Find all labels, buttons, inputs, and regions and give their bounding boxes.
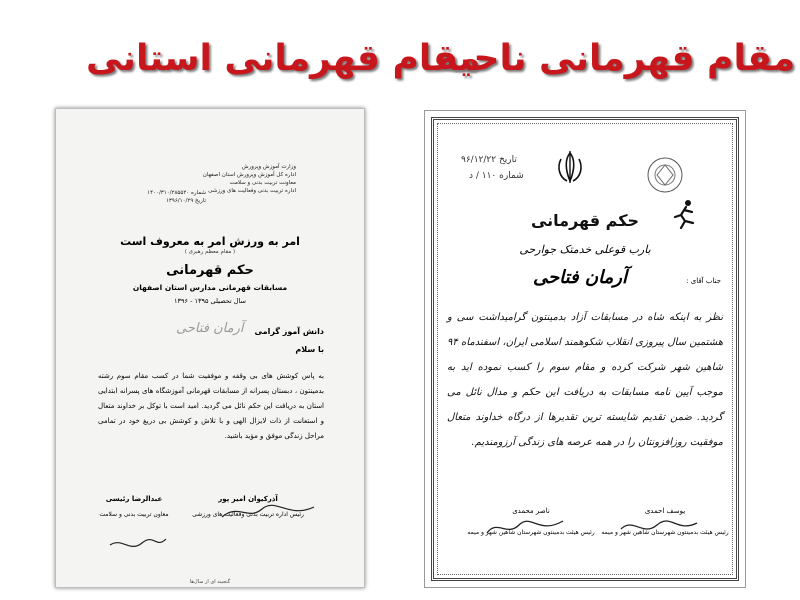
certificate-number: شماره ۱۱۰ / د [469,171,524,181]
heading-district: مقام قهرمانی ناحیه [437,38,796,79]
federation-logo-icon [643,155,687,195]
certificate-motto: امر به ورزش امر به معروف است [120,235,300,248]
certificate-title: حکم قهرمانی [530,211,640,230]
signer-post: رئیس اداره تربیت بدنی وفعالیت های ورزشی [192,511,304,518]
signer-post: معاون تربیت بدنی و سلامت [99,511,169,518]
signature-block-left [74,495,194,518]
certificate-body: به پاس کوشش های بی وقفه و موفقیت شما در کسب مقام سوم رشته بدمینتون ، دبستان پسرانه از مسابقات قهرمانی آموزشگاه های پسرانه ابتدایی استان به دریافت این حکم نائل می گردید. امید است با توکل بر خداوند متعال و استعانت از ذات لایزال الهی و با تلاش و کوشش بی دریغ خود در تمامی مراحل زندگی موفق و مؤید باشید. [98,372,324,440]
address-label: جناب آقای : [686,277,721,285]
district-certificate [424,110,746,588]
ref-block [116,189,206,205]
academic-year: سال تحصیلی ۱۳۹۵ - ۱۳۹۶ [174,297,246,305]
certificate-invocation: بارب قوعلی خدمتک جوارحی [519,243,651,256]
recipient-name: آرمان فتاحی [533,267,627,288]
heading-provincial: مقام قهرمانی استانی [86,38,481,79]
signature-scribble-icon [485,515,565,541]
student-label: دانش آموز گرامی [254,327,324,336]
student-name: آرمان فتاحی [176,321,244,336]
runner-icon [671,199,697,229]
competition-name: مسابقات قهرمانی مدارس استان اصفهان [132,283,288,292]
certificate-title: حکم قهرمانی [166,263,254,278]
greeting: با سلام [295,345,324,354]
signer-name: عبدالرضا رئیسی [105,495,163,503]
iran-emblem-icon [553,149,587,185]
certificate-body: نظر به اینکه شاه در مسابقات آزاد بدمینتون گرامیداشت سی و هشتمین سال پیروزی انقلاب شکوهمند اسلامی ایران، اسفندماه ۹۴ شاهین شهر شرکت کرده و مقام سوم را کسب نموده اید به موجب آیین نامه مسابقات به دریافت این حکم و مدال نائل می گردید. ضمن تقدیم شایسته ترین تقدیرها از درگاه خداوند متعال موفقیت روزافزونتان را در همه عرصه های زندگی آرزومندیم. [447,312,723,448]
signature-scribble-icon [619,515,699,541]
org-line: اداره کل آموزش وپرورش استان اصفهان [202,172,296,178]
footer-note: گنجینه ای از سال‌ها [189,579,231,585]
provincial-certificate [55,108,365,588]
signer-name: آذرکیوان امیر پور [218,495,278,503]
org-line: اداره تربیت بدنی وفعالیت های ورزشی [208,188,296,194]
signer-name: یوسف احمدی [644,507,686,515]
signer-name: ناصر محمدی [512,507,550,515]
ref-date: تاریخ ۱۳۹۶/۱۰/۲۹ [165,198,206,204]
motto-source: ( مقام معظم رهبری ) [184,249,236,255]
signature-scribble-icon [218,501,318,523]
org-line: وزارت آموزش وپرورش [241,164,296,170]
org-line: معاونت تربیت بدنی و سلامت [229,180,296,186]
ref-number: شماره ۱۴۰۰/۳۱۰/۲۸۵۵۲۰ [147,190,206,196]
signer-post: رئیس هیئت بدمینتون شهرستان شاهین شهر و میمه [467,529,595,536]
signer-post: رئیس هیئت بدمینتون شهرستان شاهین شهر و میمه [601,529,729,536]
signature-scribble-icon [108,535,168,555]
certificate-date: تاریخ ۹۶/۱۲/۲۲ [461,155,517,165]
